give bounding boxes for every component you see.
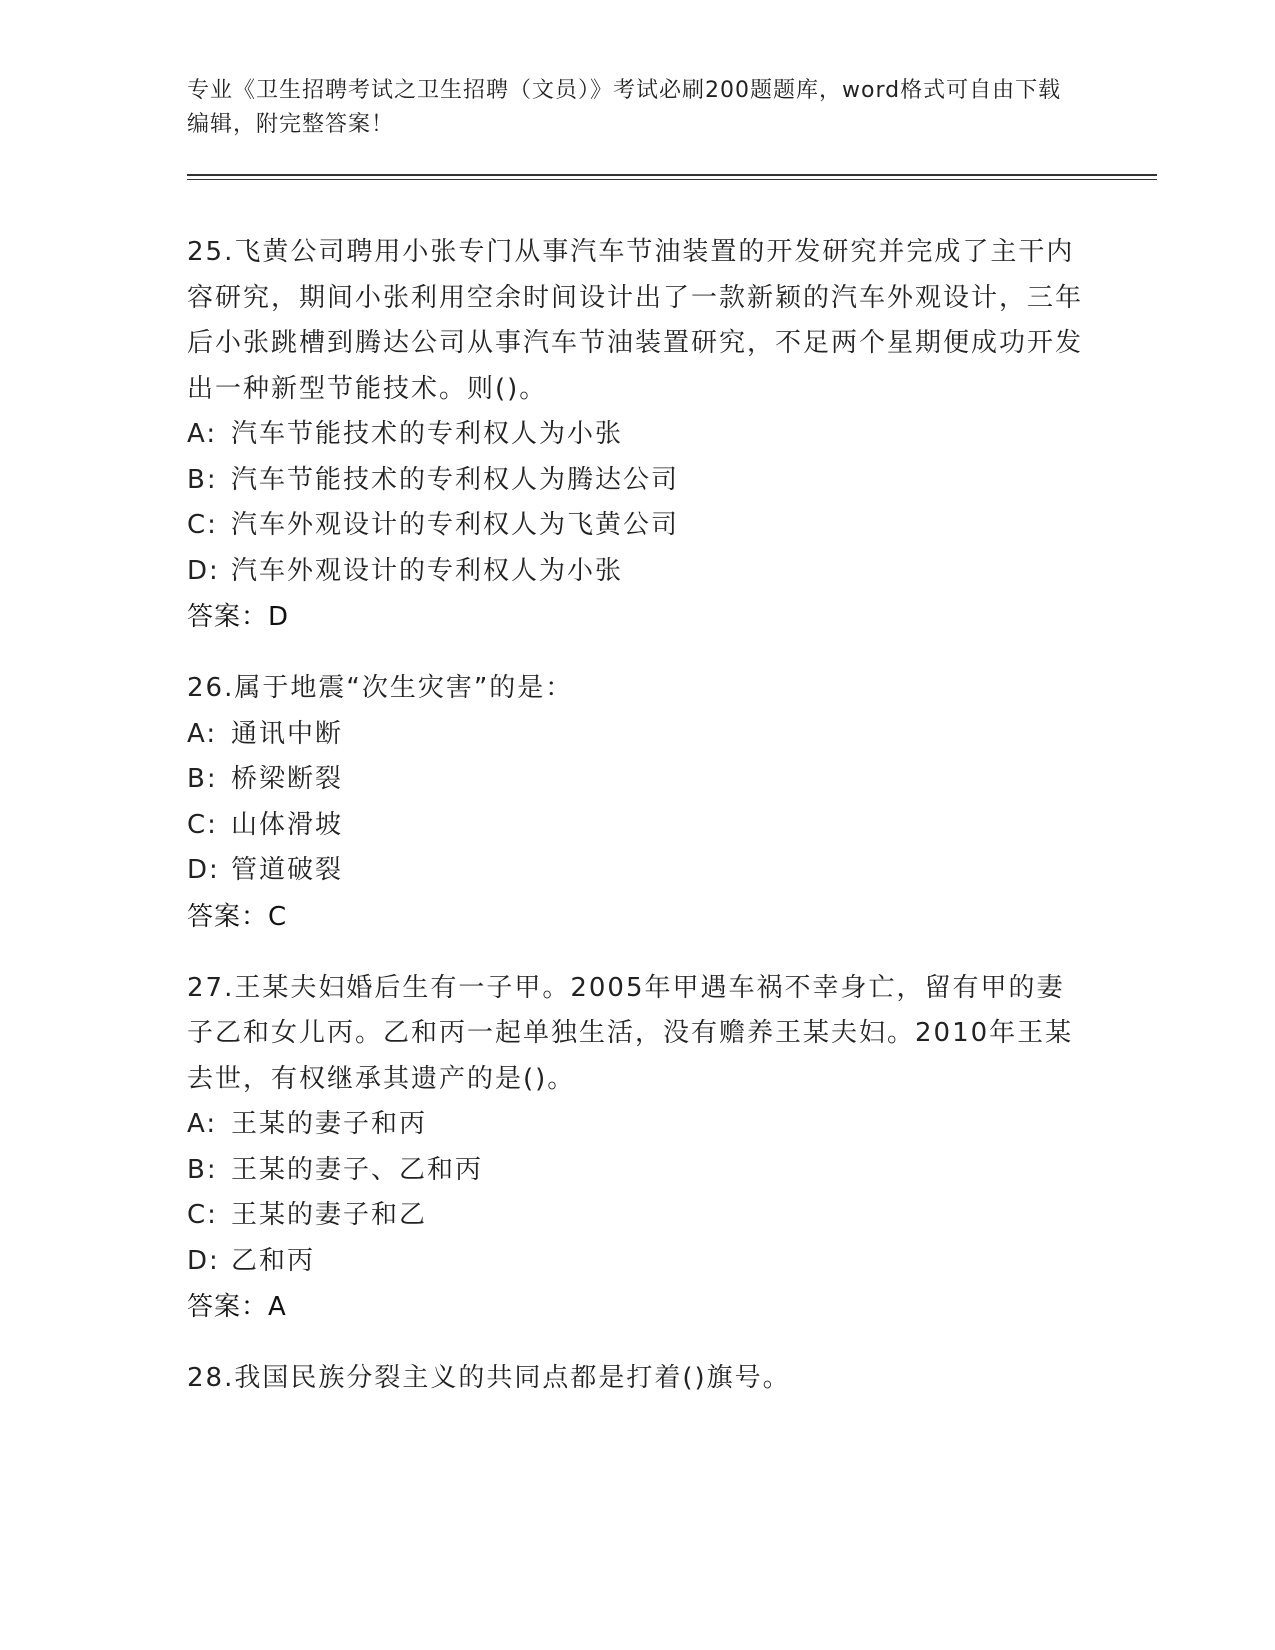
option-list xyxy=(187,412,1157,594)
option-text: 乙和丙 xyxy=(231,1245,316,1276)
question-25 xyxy=(187,230,1157,640)
header-divider xyxy=(187,174,1157,180)
option-list xyxy=(187,712,1157,894)
option-d xyxy=(187,1239,1157,1285)
option-key: B: xyxy=(187,764,218,794)
option-key: A: xyxy=(187,419,218,449)
option-d xyxy=(187,848,1157,894)
question-stem: 25.飞黄公司聘用小张专门从事汽车节油装置的开发研究并完成了主干内容研究，期间小张利用空余时间设计出了一款新颖的汽车外观设计，三年后小张跳槽到腾达公司从事汽车节油装置研究，不足两个星期便成功开发出一种新型节能技术。则()。 xyxy=(187,237,1084,404)
option-text: 王某的妻子、乙和丙 xyxy=(231,1154,484,1185)
option-key: A: xyxy=(187,718,218,749)
option-a xyxy=(187,412,1157,458)
option-key: C: xyxy=(187,510,218,540)
option-b xyxy=(187,458,1157,504)
option-key: D: xyxy=(187,555,220,586)
option-key: C: xyxy=(187,809,218,840)
option-b xyxy=(187,1148,1157,1194)
option-key: A: xyxy=(187,1109,218,1139)
option-text: 汽车节能技术的专利权人为小张 xyxy=(231,419,624,449)
option-key: C: xyxy=(187,1200,218,1230)
option-a xyxy=(187,712,1157,758)
option-d xyxy=(187,549,1157,595)
option-text: 桥梁断裂 xyxy=(231,764,344,794)
question-stem: 28.我国民族分裂主义的共同点都是打着()旗号。 xyxy=(187,1363,791,1393)
answer-line: 答案：D xyxy=(187,602,290,632)
question-stem: 26.属于地震“次生灾害”的是： xyxy=(187,673,574,703)
option-key: D: xyxy=(187,1245,220,1276)
question-26 xyxy=(187,666,1157,940)
option-c xyxy=(187,503,1157,549)
option-text: 王某的妻子和乙 xyxy=(231,1200,428,1230)
option-key: B: xyxy=(187,464,218,495)
option-text: 山体滑坡 xyxy=(231,809,344,840)
question-list xyxy=(187,230,1157,1428)
option-key: B: xyxy=(187,1154,218,1185)
answer-line: 答案：A xyxy=(187,1292,287,1322)
option-list xyxy=(187,1102,1157,1284)
document-header: 专业《卫生招聘考试之卫生招聘（文员）》考试必刷200题题库，word格式可自由下载编辑，附完整答案！ xyxy=(187,78,1062,137)
option-text: 王某的妻子和丙 xyxy=(231,1109,428,1139)
option-text: 汽车外观设计的专利权人为小张 xyxy=(231,555,624,586)
question-28 xyxy=(187,1356,1157,1402)
question-stem: 27.王某夫妇婚后生有一子甲。2005年甲遇车祸不幸身亡，留有甲的妻子乙和女儿丙。乙和丙一起单独生活，没有赡养王某夫妇。2010年王某去世，有权继承其遗产的是()。 xyxy=(187,972,1074,1094)
option-text: 汽车节能技术的专利权人为腾达公司 xyxy=(231,464,680,495)
option-text: 管道破裂 xyxy=(231,855,344,885)
option-text: 通讯中断 xyxy=(231,718,344,749)
option-b xyxy=(187,757,1157,803)
option-c xyxy=(187,1193,1157,1239)
option-key: D: xyxy=(187,855,220,885)
option-c xyxy=(187,803,1157,849)
option-text: 汽车外观设计的专利权人为飞黄公司 xyxy=(231,510,680,540)
answer-line: 答案：C xyxy=(187,901,288,932)
question-27 xyxy=(187,966,1157,1331)
option-a xyxy=(187,1102,1157,1148)
